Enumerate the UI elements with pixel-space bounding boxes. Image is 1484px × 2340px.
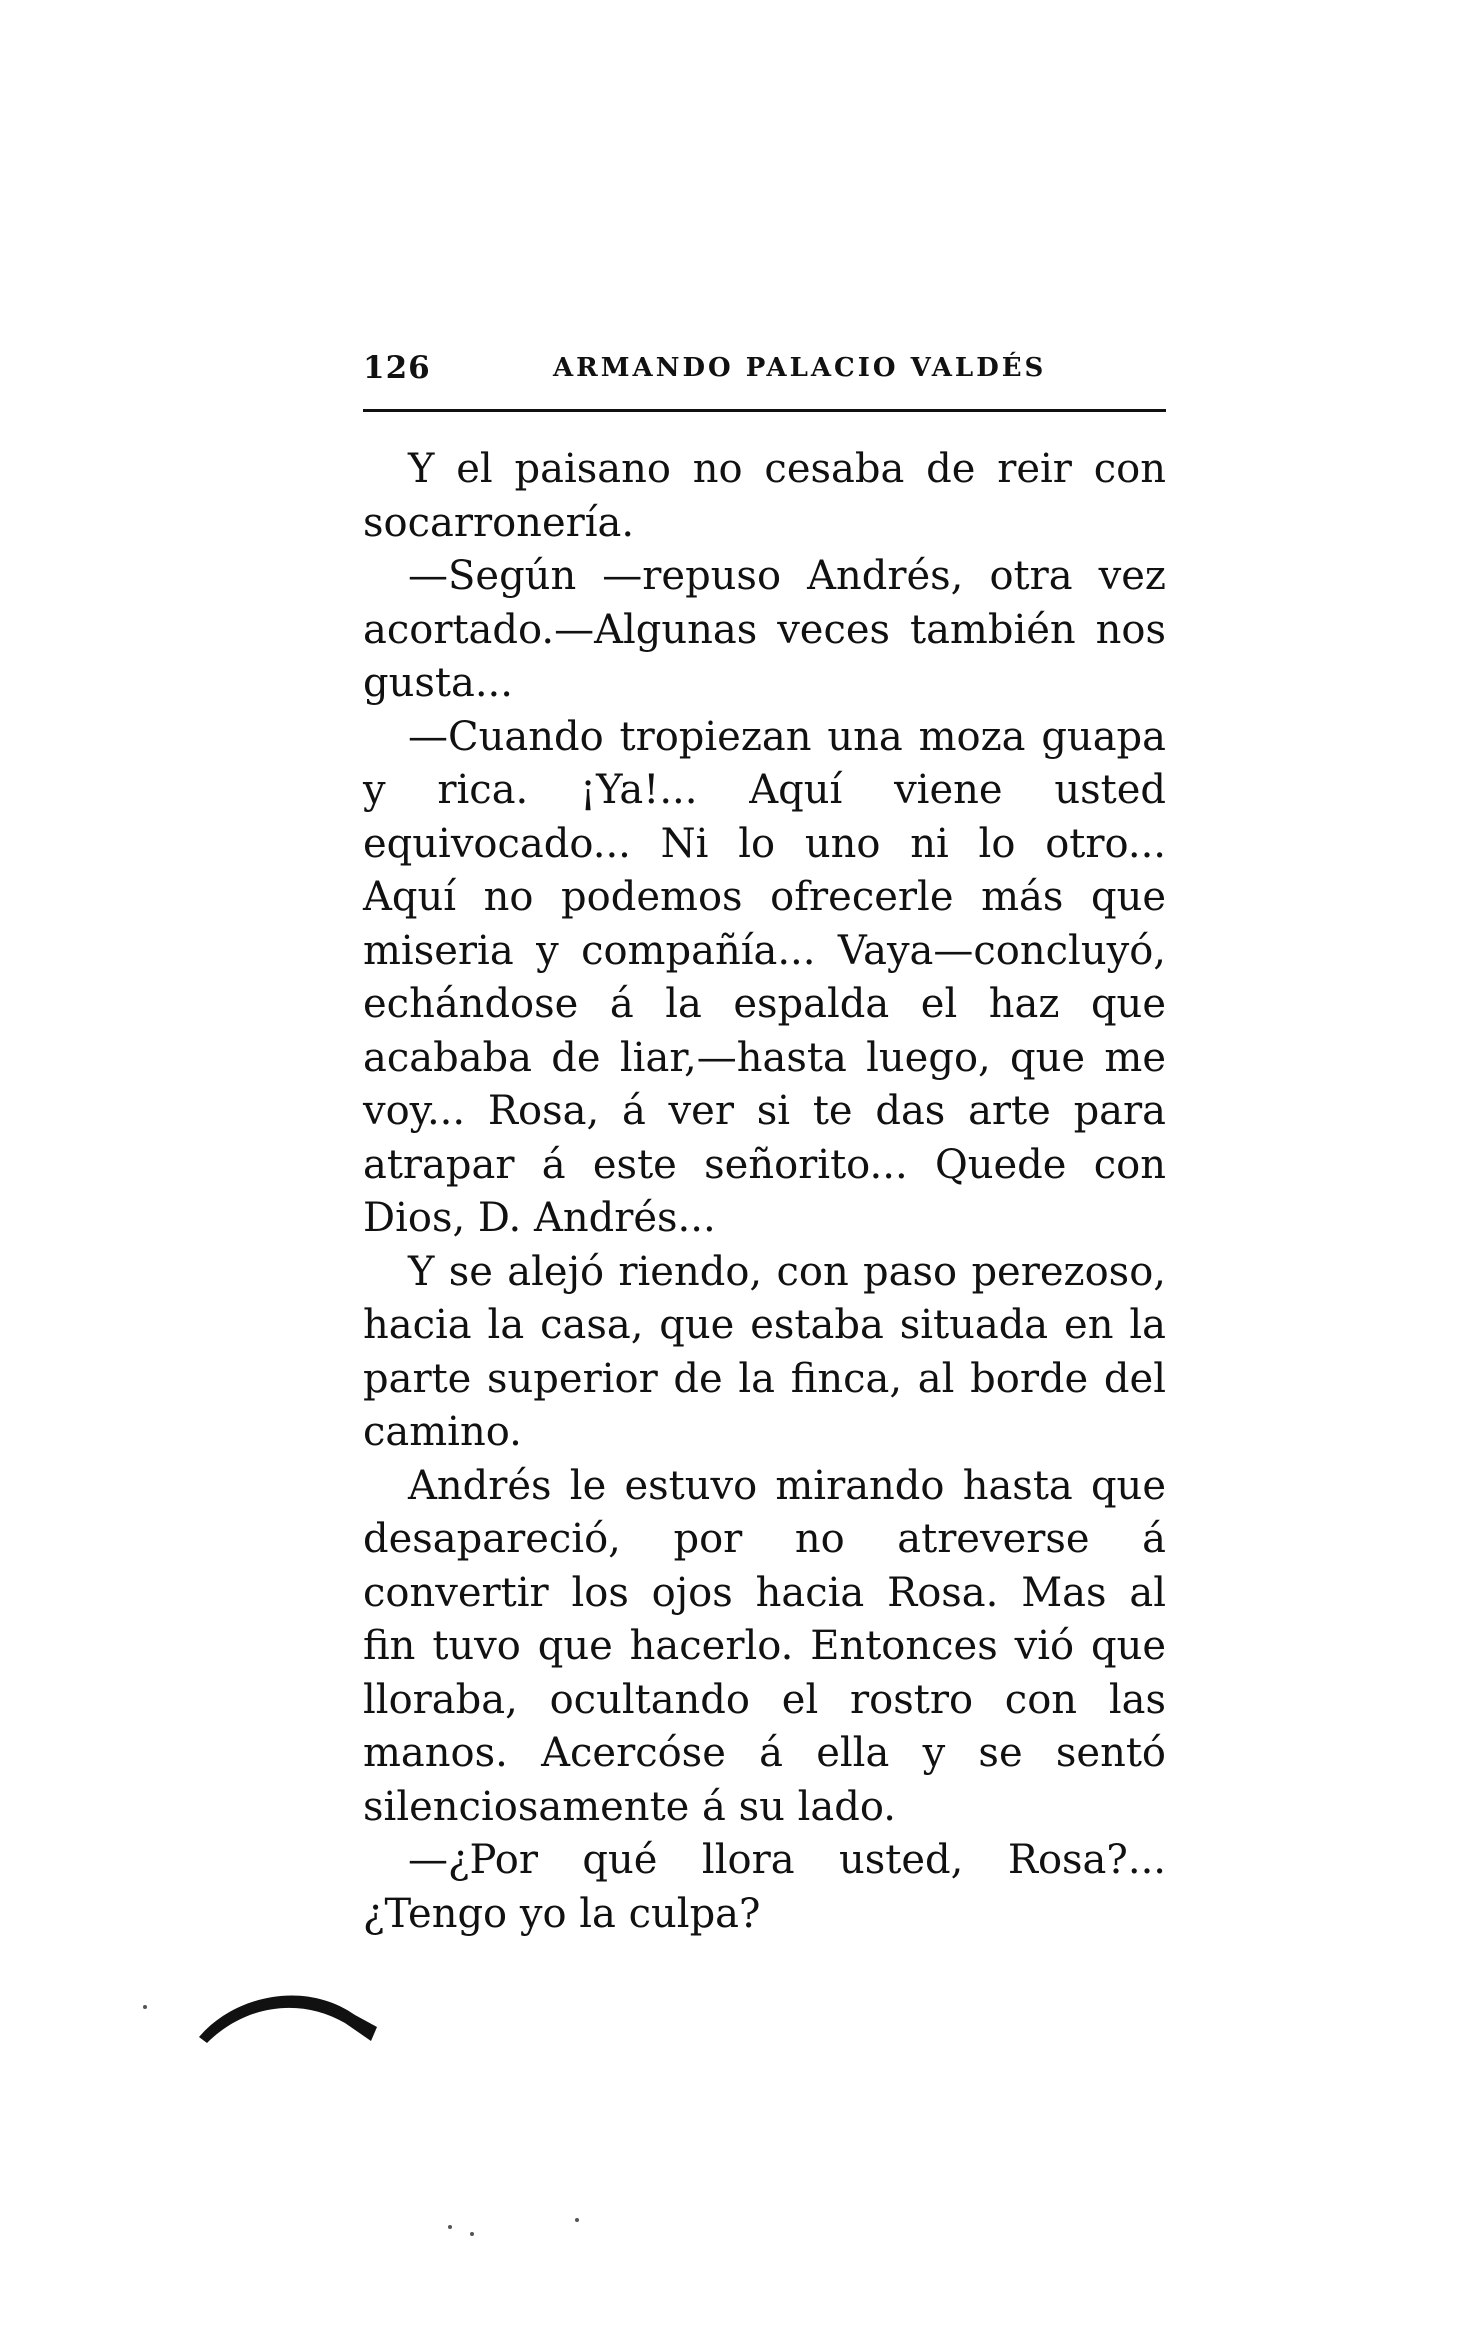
paragraph: Andrés le estuvo mirando hasta que desapareció, por no atreverse á convertir los ojos hacia Rosa. Mas al fin tuvo que hacerlo. Entonces vió que lloraba, ocultando el rostro con las manos. Acercóse á ella y se sentó silenciosamente á su lado. xyxy=(363,1462,1166,1830)
paragraph: —Según —repuso Andrés, otra vez acortado.—Algunas veces también nos gusta... xyxy=(363,553,1166,706)
paragraph: —¿Por qué llora usted, Rosa?... ¿Tengo yo la culpa? xyxy=(363,1837,1166,1937)
paragraph: Y se alejó riendo, con paso perezoso, hacia la casa, que estaba situada en la parte superior de la finca, al borde del camino. xyxy=(363,1248,1166,1455)
page-header xyxy=(363,350,1166,398)
scan-speck xyxy=(470,2232,474,2236)
scan-speck xyxy=(143,2005,147,2009)
running-head: ARMANDO PALACIO VALDÉS xyxy=(553,353,1047,383)
header-rule xyxy=(363,409,1166,412)
paragraph: Y el paisano no cesaba de reir con socarronería. xyxy=(363,446,1166,546)
body-text xyxy=(363,443,1166,1941)
page-number: 126 xyxy=(363,350,431,386)
scan-blot-mark xyxy=(195,1975,395,2055)
scan-speck xyxy=(448,2225,452,2229)
paragraph: —Cuando tropiezan una moza guapa y rica. ¡Ya!... Aquí viene usted equivocado... Ni lo uno ni lo otro... Aquí no podemos ofrecerle más que miseria y compañía... Vaya—concluyó, echándose á la espalda el haz que acababa de liar,—hasta luego, que me voy... Rosa, á ver si te das arte para atrapar á este señorito... Quede con Dios, D. Andrés... xyxy=(363,713,1166,1241)
scan-speck xyxy=(575,2218,579,2222)
